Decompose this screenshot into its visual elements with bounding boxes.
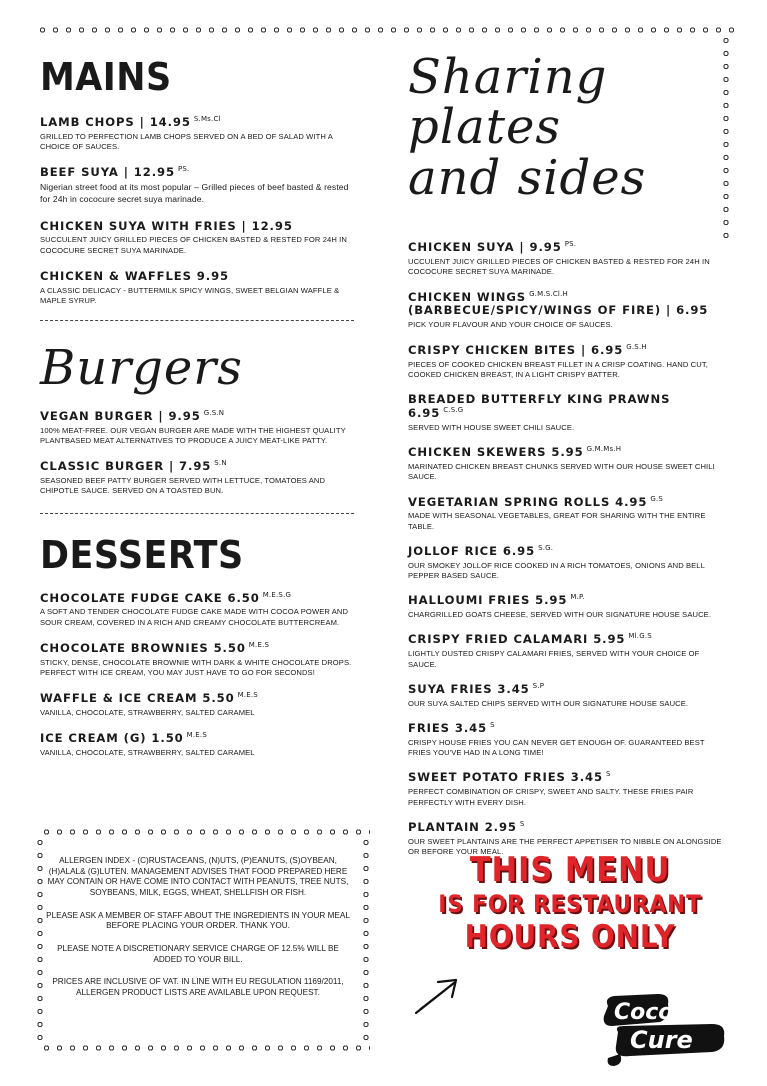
menu-item xyxy=(408,344,728,380)
allergen-code: G.M.S.Cl.H xyxy=(529,289,568,298)
logo-text-cure: Cure xyxy=(630,1026,693,1054)
menu-item-name xyxy=(408,446,728,460)
menu-item xyxy=(408,722,728,758)
menu-item-title: CHOCOLATE BROWNIES 5.50 xyxy=(40,640,246,655)
menu-item-description: A CLASSIC DELICACY - BUTTERMILK SPICY WINGS, SWEET BELGIAN WAFFLE & MAPLE SYRUP. xyxy=(40,285,340,306)
menu-item-title: VEGAN BURGER | 9.95 xyxy=(40,408,201,423)
allergen-code: S xyxy=(605,770,611,779)
mains-section xyxy=(40,55,358,306)
menu-item-title: BEEF SUYA | 12.95 xyxy=(40,165,175,180)
allergen-code: S.N xyxy=(214,459,227,468)
menu-item-title: FRIES 3.45 xyxy=(408,721,488,736)
allergen-code: M.E.S xyxy=(237,691,258,700)
allergen-code: Ml.G.S xyxy=(628,632,652,641)
menu-item-title: ICE CREAM (G) 1.50 xyxy=(40,731,184,746)
mains-title: MAINS xyxy=(40,55,172,99)
menu-item-description: OUR SWEET PLANTAINS ARE THE PERFECT APPETISER TO NIBBLE ON ALONGSIDE OR BEFORE YOUR MEAL. xyxy=(408,836,722,857)
menu-item-description: SUCCULENT JUICY GRILLED PIECES OF CHICKEN BASTED & RESTED FOR 24H IN COCOCURE SECRET SUYA MARINADE. xyxy=(40,235,347,255)
menu-item xyxy=(40,220,358,256)
burgers-section xyxy=(40,340,358,496)
menu-item xyxy=(40,166,358,205)
menu-item xyxy=(408,683,728,709)
menu-item-title: VEGETARIAN SPRING ROLLS 4.95 xyxy=(408,494,648,509)
menu-item-name xyxy=(408,393,728,421)
notice-line3: HOURS ONLY xyxy=(464,918,676,955)
menu-item-description: 100% MEAT-FREE. OUR VEGAN BURGER ARE MADE WITH THE HIGHEST QUALITY PLANTBASED MEAT ALTERNATIVES TO PRODUCE A JUICY MEAT-LIKE PATTY. xyxy=(40,425,346,445)
menu-item-title: BREADED BUTTERFLY KING PRAWNS 6.95 xyxy=(408,392,671,420)
menu-item-title: WAFFLE & ICE CREAM 5.50 xyxy=(40,691,235,706)
menu-item-title: CLASSIC BURGER | 7.95 xyxy=(40,459,212,474)
menu-item xyxy=(40,116,358,152)
menu-item-name xyxy=(40,116,358,130)
right-column xyxy=(408,49,728,870)
top-dot-border xyxy=(36,26,736,34)
menu-item-description: MADE WITH SEASONAL VEGETABLES, GREAT FOR SHARING WITH THE ENTIRE TABLE. xyxy=(408,511,706,531)
menu-item-name xyxy=(40,460,358,474)
menu-item-title: CHICKEN SUYA WITH FRIES | 12.95 xyxy=(40,218,293,233)
menu-item-title: CHICKEN & WAFFLES 9.95 xyxy=(40,268,230,283)
menu-item-name xyxy=(408,771,728,785)
menu-item-description: PIECES OF COOKED CHICKEN BREAST FILLET IN A CRISP COATING. HAND CUT, COOKED CHICKEN BREAST, IN A LIGHT CRISPY BATTER. xyxy=(408,359,708,379)
menu-item xyxy=(40,270,358,306)
allergen-code: S.G. xyxy=(538,543,554,552)
menu-item-title: CRISPY FRIED CALAMARI 5.95 xyxy=(408,632,626,647)
burgers-items xyxy=(40,410,358,497)
arrow-icon xyxy=(410,975,462,1017)
sharing-title xyxy=(408,49,728,206)
menu-item-description: SERVED WITH HOUSE SWEET CHILI SAUCE. xyxy=(408,422,575,432)
menu-item-description: OUR SMOKEY JOLLOF RICE COOKED IN A RICH TOMATOES, ONIONS AND BELL PEPPER BASED SAUCE. xyxy=(408,560,705,581)
menu-item-title: CRISPY CHICKEN BITES | 6.95 xyxy=(408,342,624,357)
menu-item-name xyxy=(40,692,358,706)
menu-item xyxy=(408,771,728,807)
section-divider xyxy=(40,320,354,321)
allergen-code: S xyxy=(490,721,495,730)
menu-item-description: MARINATED CHICKEN BREAST CHUNKS SERVED WITH OUR HOUSE SWEET CHILI SAUCE. xyxy=(408,462,715,482)
allergen-index-text: ALLERGEN INDEX - (C)RUSTACEANS, (N)UTS, (P)EANUTS, (S)OYBEAN, (H)ALAL& (G)LUTEN. MANAGEMENT ADVISES THAT FOOD PREPARED HERE MAY CONTAIN OR HAVE COME INTO CONTACT WITH PEANUTS, TREE NUTS, SOYBEANS, MILK, EGGS, WHEAT, SHELLFISH OR FISH. xyxy=(47,856,349,897)
menu-item xyxy=(408,496,728,532)
sharing-section xyxy=(408,49,728,857)
vat-notice-text: PRICES ARE INCLUSIVE OF VAT. IN LINE WITH EU REGULATION 1169/2011, ALLERGEN PRODUCT LISTS ARE AVAILABLE UPON REQUEST. xyxy=(52,977,344,997)
menu-item-name-line2: (BARBECUE/SPICY/WINGS OF FIRE) | 6.95 xyxy=(408,303,709,318)
menu-item-title: SUYA FRIES 3.45 xyxy=(408,681,530,696)
menu-item xyxy=(408,393,728,433)
menu-item-description: GRILLED TO PERFECTION LAMB CHOPS SERVED ON A BED OF SALAD WITH A CHOICE OF SAUCES. xyxy=(40,131,333,152)
allergen-code: M.P. xyxy=(570,593,585,602)
left-column xyxy=(40,52,358,773)
allergen-code: S xyxy=(519,819,525,828)
menu-item xyxy=(40,460,358,496)
menu-item-name xyxy=(40,410,358,424)
menu-item-name xyxy=(40,732,358,746)
allergen-bottom-dot-border xyxy=(40,1044,370,1052)
service-charge-text: PLEASE NOTE A DISCRETIONARY SERVICE CHARGE OF 12.5% WILL BE ADDED TO YOUR BILL. xyxy=(57,943,339,964)
cococure-logo xyxy=(600,992,730,1070)
menu-item-description: A SOFT AND TENDER CHOCOLATE FUDGE CAKE MADE WITH COCOA POWER AND SOUR CREAM, COVERED IN A RICH AND CREAMY CHOCOLATE BUTTERCREAM. xyxy=(40,607,349,627)
menu-item-name xyxy=(40,592,358,606)
menu-item-description: OUR SUYA SALTED CHIPS SERVED WITH OUR SIGNATURE HOUSE SAUCE. xyxy=(408,698,689,708)
allergen-code: G.S.N xyxy=(203,408,225,417)
menu-item-name xyxy=(408,344,728,358)
menu-item-description: SEASONED BEEF PATTY BURGER SERVED WITH LETTUCE, TOMATOES AND CHIPOTLE SAUCE. SERVED ON A TOASTED BUN. xyxy=(40,476,326,496)
desserts-section xyxy=(40,532,358,759)
allergen-code: M.E.S xyxy=(186,731,207,740)
menu-item xyxy=(408,545,728,581)
menu-item xyxy=(40,642,358,678)
allergen-code: C.S.G xyxy=(443,405,464,414)
menu-item-name xyxy=(408,633,728,647)
notice-line2: IS FOR RESTAURANT xyxy=(438,890,702,919)
menu-item-name xyxy=(408,683,728,697)
burgers-title: Burgers xyxy=(40,340,243,397)
menu-item-name xyxy=(408,722,728,736)
menu-item-title: SWEET POTATO FRIES 3.45 xyxy=(408,770,603,785)
mains-items xyxy=(40,116,358,306)
allergen-code: S.P xyxy=(532,681,545,690)
menu-item-description: VANILLA, CHOCOLATE, STRAWBERRY, SALTED CARAMEL xyxy=(40,708,255,718)
menu-item xyxy=(408,633,728,669)
menu-item-name xyxy=(408,545,728,559)
menu-item-description: PICK YOUR FLAVOUR AND YOUR CHOICE OF SAUCES. xyxy=(408,320,613,330)
menu-item xyxy=(408,594,728,620)
section-divider xyxy=(40,513,354,514)
menu-item xyxy=(40,410,358,446)
allergen-top-dot-border xyxy=(40,828,370,836)
menu-item-description: UCCULENT JUICY GRILLED PIECES OF CHICKEN BASTED & RESTED FOR 24H IN COCOCURE SECRET SUYA MARINADE. xyxy=(408,257,710,277)
menu-item-name xyxy=(40,642,358,656)
menu-item-name xyxy=(408,594,728,608)
menu-item-title: PLANTAIN 2.95 xyxy=(408,819,517,834)
menu-item-title: CHICKEN SKEWERS 5.95 xyxy=(408,445,584,460)
menu-item-name xyxy=(40,270,358,284)
allergen-left-dot-border xyxy=(36,836,44,1046)
logo-text-coco: Coco xyxy=(614,1000,674,1025)
menu-item-description: CRISPY HOUSE FRIES YOU CAN NEVER GET ENOUGH OF. GUARANTEED BEST FRIES YOU'VE HAD IN A LONG TIME! xyxy=(408,737,705,758)
allergen-code: PS. xyxy=(177,165,190,174)
menu-item-name xyxy=(40,220,358,234)
menu-item-description: PERFECT COMBINATION OF CRISPY, SWEET AND SALTY. THESE FRIES PAIR PERFECTLY WITH EVERY DISH. xyxy=(408,787,694,807)
desserts-title: DESSERTS xyxy=(40,532,244,577)
allergen-code: M.E.S xyxy=(248,640,270,649)
menu-item xyxy=(40,732,358,758)
menu-item-title: LAMB CHOPS | 14.95 xyxy=(40,115,191,129)
menu-item-description: CHARGRILLED GOATS CHEESE, SERVED WITH OUR SIGNATURE HOUSE SAUCE. xyxy=(408,610,712,620)
allergen-right-dot-border xyxy=(362,836,370,1046)
menu-item-title: HALLOUMI FRIES 5.95 xyxy=(408,593,568,608)
menu-item-name xyxy=(40,166,358,180)
staff-notice-text: PLEASE ASK A MEMBER OF STAFF ABOUT THE INGREDIENTS IN YOUR MEAL BEFORE PLACING YOUR ORDER. THANK YOU. xyxy=(46,910,350,931)
allergen-code: G.S xyxy=(650,494,664,503)
menu-item-description: VANILLA, CHOCOLATE, STRAWBERRY, SALTED CARAMEL xyxy=(40,748,255,758)
menu-item-description: STICKY, DENSE, CHOCOLATE BROWNIE WITH DARK & WHITE CHOCOLATE DROPS. PERFECT WITH ICE CREAM, YOU MAY JUST HAVE TO GO FOR SECONDS! xyxy=(40,657,352,678)
menu-item-name xyxy=(408,821,728,835)
allergen-code: G.S.H xyxy=(626,342,647,351)
menu-item-name xyxy=(408,241,728,255)
menu-item-title: CHICKEN SUYA | 9.95 xyxy=(408,240,562,255)
notice-line1: THIS MENU xyxy=(469,850,671,890)
sharing-title-line1: Sharing plates xyxy=(408,49,608,156)
menu-item-title: CHOCOLATE FUDGE CAKE 6.50 xyxy=(40,590,260,605)
menu-item-description: Nigerian street food at its most popular – Grilled pieces of beef basted & rested for 24h in cococure secret suya marinade. xyxy=(40,182,349,204)
allergen-code: PS. xyxy=(564,240,577,249)
allergen-info xyxy=(44,856,352,1011)
menu-item xyxy=(408,446,728,482)
menu-item-title: CHICKEN WINGS xyxy=(408,289,527,304)
menu-item-name xyxy=(408,291,728,305)
desserts-items xyxy=(40,592,358,759)
allergen-code: M.E.S.G xyxy=(262,590,292,599)
menu-item xyxy=(408,291,728,331)
sharing-title-line2: and sides xyxy=(408,149,647,206)
menu-item-title: JOLLOF RICE 6.95 xyxy=(408,543,536,558)
allergen-code: G.M.Ms.H xyxy=(586,445,622,454)
restaurant-hours-notice xyxy=(410,852,730,954)
menu-item-name xyxy=(408,496,728,510)
menu-item xyxy=(40,692,358,718)
allergen-code: S.Ms.Cl xyxy=(193,115,221,123)
sharing-items xyxy=(408,241,728,857)
menu-item xyxy=(40,592,358,628)
menu-item xyxy=(408,241,728,277)
menu-item-description: LIGHTLY DUSTED CRISPY CALAMARI FRIES, SERVED WITH YOUR CHOICE OF SAUCE. xyxy=(408,649,700,669)
